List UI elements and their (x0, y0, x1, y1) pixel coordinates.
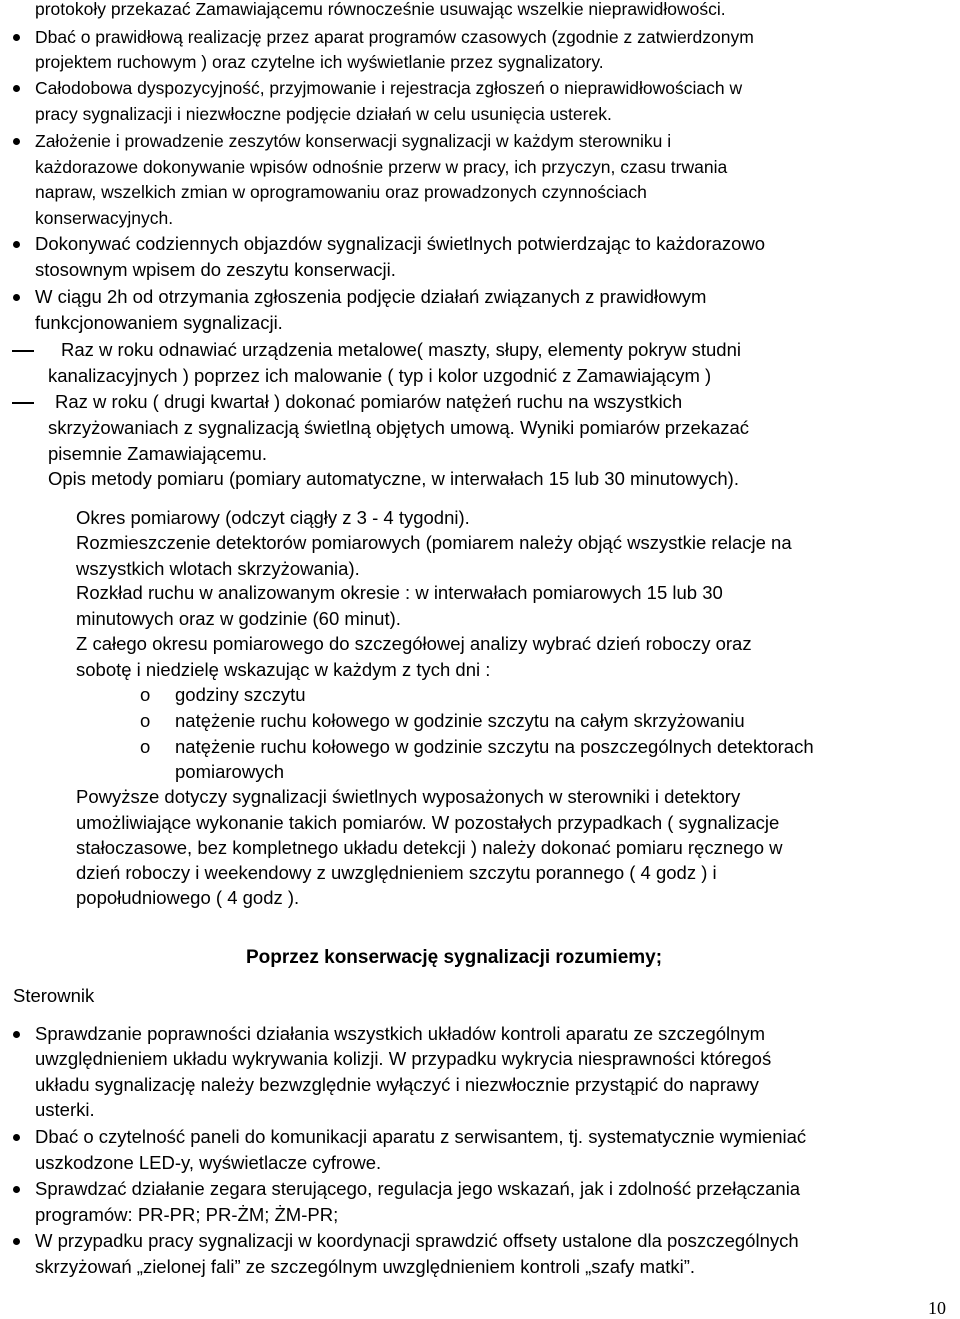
bullet-icon (13, 1238, 20, 1245)
bullet-icon (13, 1186, 20, 1193)
dash-icon (12, 350, 34, 352)
section-heading: Poprzez konserwację sygnalizacji rozumiemy; (246, 947, 663, 968)
text-line: każdorazowe dokonywanie wpisów odnośnie przerw w pracy, ich przyczyn, czasu trwania (35, 157, 728, 177)
text-line: Dbać o czytelność paneli do komunikacji aparatu z serwisantem, tj. systematycznie wymieniać (35, 1126, 807, 1147)
text-line: Rozmieszczenie detektorów pomiarowych (pomiarem należy objąć wszystkie relacje na (76, 532, 792, 553)
page-number: 10 (928, 1298, 946, 1318)
text-line: stosownym wpisem do zeszytu konserwacji. (35, 259, 396, 280)
list-item: pomiarowych (175, 761, 284, 782)
text-line: Sprawdzanie poprawności działania wszystkich układów kontroli aparatu ze szczególnym (35, 1023, 766, 1044)
text-line: usterki. (35, 1099, 95, 1120)
text-line: konserwacyjnych. (35, 208, 174, 228)
text-line: stałoczasowe, bez kompletnego układu detekcji ) należy dokonać pomiaru ręcznego w (76, 837, 783, 858)
text-line: uwzględnieniem układu wykrywania kolizji. W przypadku wykrycia niesprawności któregoś (35, 1048, 772, 1069)
text-line: funkcjonowaniem sygnalizacji. (35, 312, 283, 333)
text-line: Całodobowa dyspozycyjność, przyjmowanie i rejestracja zgłoszeń o nieprawidłowościach w (35, 78, 743, 98)
text-line: Dbać o prawidłową realizację przez aparat programów czasowych (zgodnie z zatwierdzonym (35, 27, 754, 47)
text-line: Z całego okresu pomiarowego do szczegółowej analizy wybrać dzień roboczy oraz (76, 633, 752, 654)
bullet-icon (13, 34, 20, 41)
text-line: pracy sygnalizacji i niezwłoczne podjęcie działań w celu usunięcia usterek. (35, 104, 612, 124)
list-item: natężenie ruchu kołowego w godzinie szczytu na całym skrzyżowaniu (175, 710, 745, 731)
text-line: skrzyżowań „zielonej fali” ze szczególnym uwzględnieniem kontroli „szafy matki”. (35, 1256, 696, 1277)
text-line: kanalizacyjnych ) poprzez ich malowanie ( typ i kolor uzgodnić z Zamawiającym ) (48, 365, 712, 386)
text-line: Dokonywać codziennych objazdów sygnalizacji świetlnych potwierdzając to każdorazowo (35, 233, 766, 254)
text-line: wszystkich wlotach skrzyżowania). (76, 558, 360, 579)
text-line: Raz w roku ( drugi kwartał ) dokonać pomiarów natężeń ruchu na wszystkich (55, 391, 683, 412)
text-line: uszkodzone LED-y, wyświetlacze cyfrowe. (35, 1152, 382, 1173)
text-line: popołudniowego ( 4 godz ). (76, 887, 300, 908)
bullet-icon (13, 1031, 20, 1038)
list-marker: o (140, 710, 151, 731)
text-line: Założenie i prowadzenie zeszytów konserwacji sygnalizacji w każdym sterowniku i (35, 131, 672, 151)
text-line: dzień roboczy i weekendowy z uwzględnieniem szczytu porannego ( 4 godz ) i (76, 862, 717, 883)
text-line: W ciągu 2h od otrzymania zgłoszenia podjęcie działań związanych z prawidłowym (35, 286, 707, 307)
text-line: Rozkład ruchu w analizowanym okresie : w interwałach pomiarowych 15 lub 30 (76, 582, 723, 603)
text-line: sobotę i niedzielę wskazując w każdym z tych dni : (76, 659, 491, 680)
text-line: umożliwiające wykonanie takich pomiarów. W pozostałych przypadkach ( sygnalizacje (76, 812, 780, 833)
text-line: Opis metody pomiaru (pomiary automatyczne, w interwałach 15 lub 30 minutowych). (48, 468, 739, 489)
text-line: minutowych oraz w godzinie (60 minut). (76, 608, 401, 629)
dash-icon (12, 402, 34, 404)
text-line: skrzyżowaniach z sygnalizacją świetlną objętych umową. Wyniki pomiarów przekazać (48, 417, 750, 438)
text-line: Raz w roku odnawiać urządzenia metalowe( maszty, słupy, elementy pokryw studni (61, 339, 741, 360)
text-line: Okres pomiarowy (odczyt ciągły z 3 - 4 tygodni). (76, 507, 470, 528)
text-line: układu sygnalizację należy bezwzględnie wyłączyć i niezwłocznie przystąpić do naprawy (35, 1074, 759, 1095)
text-line: W przypadku pracy sygnalizacji w koordynacji sprawdzić offsety ustalone dla poszczególnych (35, 1230, 799, 1251)
list-item: natężenie ruchu kołowego w godzinie szczytu na poszczególnych detektorach (175, 736, 814, 757)
text-line: protokoły przekazać Zamawiającemu równocześnie usuwając wszelkie nieprawidłowości. (35, 0, 726, 19)
bullet-icon (13, 138, 20, 145)
bullet-icon (13, 85, 20, 92)
bullet-icon (13, 1134, 20, 1141)
list-item: godziny szczytu (175, 684, 306, 705)
text-line: programów: PR-PR; PR-ŻM; ŻM-PR; (35, 1204, 339, 1225)
text-line: Powyższe dotyczy sygnalizacji świetlnych wyposażonych w sterowniki i detektory (76, 786, 741, 807)
list-marker: o (140, 736, 151, 757)
bullet-icon (13, 241, 20, 248)
section-label: Sterownik (13, 985, 95, 1006)
list-marker: o (140, 684, 151, 705)
text-line: pisemnie Zamawiającemu. (48, 443, 268, 464)
text-line: projektem ruchowym ) oraz czytelne ich wyświetlanie przez sygnalizatory. (35, 52, 604, 72)
text-line: napraw, wszelkich zmian w oprogramowaniu oraz prowadzonych czynnościach (35, 182, 647, 202)
text-line: Sprawdzać działanie zegara sterującego, regulacja jego wskazań, jak i zdolność przełączania (35, 1178, 801, 1199)
bullet-icon (13, 294, 20, 301)
